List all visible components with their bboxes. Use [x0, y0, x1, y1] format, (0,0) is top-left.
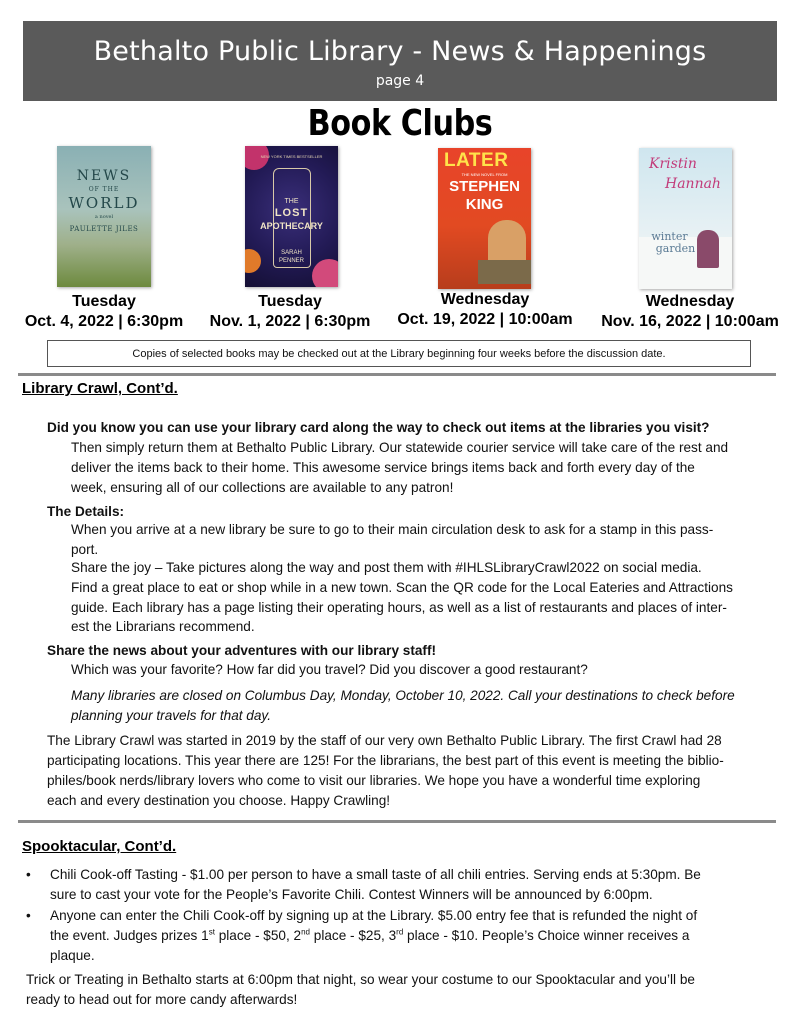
- newsletter-title: Bethalto Public Library - News & Happenings: [93, 36, 707, 67]
- crawl-question: Did you know you can use your library card along the way to check out items at the libraries you visit?: [47, 420, 710, 435]
- details-heading: The Details:: [47, 504, 125, 519]
- book-club-event: [14, 292, 194, 332]
- checkout-notice: Copies of selected books may be checked out at the Library beginning four weeks before the discussion date.: [47, 340, 751, 367]
- list-item: [26, 865, 766, 905]
- cover-text: LATER: [444, 150, 509, 171]
- list-item: [26, 906, 766, 966]
- details-line: Share the joy – Take pictures along the way and post them with #IHLSLibraryCrawl2022 on social media.: [71, 560, 702, 575]
- cover-text: OF THE: [88, 186, 120, 193]
- section-divider: [18, 820, 776, 823]
- event-day: Tuesday: [258, 293, 322, 310]
- bullet-icon: •: [26, 867, 31, 882]
- event-day: Tuesday: [72, 293, 136, 310]
- car-illustration: [478, 260, 531, 284]
- cover-text: PENNER: [278, 258, 304, 264]
- crawl-answer-line: Then simply return them at Bethalto Public Library. Our statewide courier service will take care of the rest and: [71, 440, 729, 455]
- cover-text: a novel: [94, 214, 114, 220]
- spooktacular-closing-line: ready to head out for more candy afterwards!: [26, 992, 298, 1007]
- cover-text: garden: [655, 242, 696, 255]
- cover-text: WORLD: [68, 194, 140, 212]
- text-run: place - $50, 2: [214, 928, 302, 943]
- cover-text: NEWS: [76, 168, 132, 184]
- book-cover-later: [438, 148, 531, 289]
- event-date: Oct. 4, 2022 | 6:30pm: [24, 313, 184, 330]
- cover-text: THE: [284, 198, 299, 205]
- cover-text: winter: [651, 230, 688, 243]
- list-item-line: plaque.: [50, 948, 95, 963]
- section-divider: [18, 373, 776, 376]
- event-date: Nov. 16, 2022 | 10:00am: [601, 313, 779, 330]
- crawl-closing-line: each and every destination you choose. Happy Crawling!: [47, 793, 391, 808]
- cover-text: SARAH: [281, 250, 302, 256]
- list-item-line: sure to cast your vote for the People’s Favorite Chili. Contest Winners will be announced by 6:00pm.: [50, 887, 653, 902]
- details-line: guide. Each library has a page listing their operating hours, as well as a list of restaurants and places of inter-: [71, 600, 727, 615]
- share-heading: Share the news about your adventures with our library staff!: [47, 643, 437, 658]
- book-club-event: [592, 292, 788, 332]
- crawl-closing-line: participating locations. This year there are 125! For the librarians, the best part of this event is meeting the biblio-: [47, 753, 724, 768]
- columbus-day-note: Many libraries are closed on Columbus Day, Monday, October 10, 2022. Call your destinations to check before: [71, 688, 735, 703]
- share-line: Which was your favorite? How far did you travel? Did you discover a good restaurant?: [71, 662, 588, 677]
- book-clubs-title: Book Clubs: [307, 103, 493, 144]
- book-cover-winter-garden: [639, 148, 732, 289]
- page-number: page 4: [375, 73, 425, 89]
- cover-text: THE NEW NOVEL FROM: [461, 172, 508, 177]
- spooktacular-heading: Spooktacular, Cont’d.: [22, 838, 177, 855]
- columbus-day-note: planning your travels for that day.: [71, 708, 271, 723]
- cover-text: Hannah: [665, 176, 721, 192]
- cover-text: KING: [465, 196, 504, 213]
- book-cover-lost-apothecary: [245, 146, 338, 287]
- details-line: Find a great place to eat or shop while in a new town. Scan the QR code for the Local Eateries and Attractions: [71, 580, 733, 595]
- text-run: place - $10. People’s Choice winner receives a: [403, 928, 690, 943]
- event-day: Wednesday: [440, 291, 530, 308]
- spooktacular-closing-line: Trick or Treating in Bethalto starts at 6:00pm that night, so wear your costume to our Spooktacular and you’ll be: [26, 972, 695, 987]
- crawl-closing-line: The Library Crawl was started in 2019 by the staff of our very own Bethalto Public Library. The first Crawl had 28: [47, 733, 722, 748]
- cover-text: NEW YORK TIMES BESTSELLER: [260, 154, 323, 159]
- list-item-line: [50, 926, 766, 946]
- text-run: place - $25, 3: [310, 928, 397, 943]
- cover-text: STEPHEN: [449, 178, 520, 195]
- book-cover-news-of-the-world: [57, 146, 151, 287]
- library-crawl-heading: Library Crawl, Cont’d.: [22, 380, 178, 397]
- bullet-icon: •: [26, 908, 31, 923]
- crawl-closing-line: philes/book nerds/library lovers who come to visit our libraries. We hope you have a wonderful time exploring: [47, 773, 701, 788]
- list-item-line: Anyone can enter the Chili Cook-off by signing up at the Library. $5.00 entry fee that is refunded the night of: [50, 908, 698, 923]
- spooktacular-list: [26, 865, 766, 967]
- ordinal-suffix: nd: [301, 927, 310, 937]
- cover-text: APOTHECARY: [260, 221, 323, 231]
- text-run: the event. Judges prizes 1: [50, 928, 209, 943]
- details-line: port.: [71, 542, 99, 557]
- book-club-event: [385, 290, 585, 330]
- cover-text: PAULETTE JILES: [69, 225, 139, 233]
- crawl-answer-line: deliver the items back to their home. This awesome service brings items back and forth every day of the: [71, 460, 695, 475]
- ordinal-suffix: rd: [396, 927, 404, 937]
- list-item-line: Chili Cook-off Tasting - $1.00 per person to have a small taste of all chili entries. Serving ends at 5:30pm. Be: [50, 867, 701, 882]
- cover-text: Kristin: [649, 156, 697, 172]
- details-line: When you arrive at a new library be sure to go to their main circulation desk to ask for a stamp in this pass-: [71, 522, 714, 537]
- cover-text: LOST: [274, 207, 309, 219]
- book-club-event: [200, 292, 380, 332]
- event-date: Oct. 19, 2022 | 10:00am: [397, 311, 573, 328]
- ordinal-suffix: st: [208, 927, 215, 937]
- crawl-answer-line: week, ensuring all of our collections are available to any patron!: [71, 480, 454, 495]
- header-banner: [23, 21, 777, 101]
- details-line: est the Librarians recommend.: [71, 619, 255, 634]
- event-date: Nov. 1, 2022 | 6:30pm: [209, 313, 371, 330]
- event-day: Wednesday: [645, 293, 735, 310]
